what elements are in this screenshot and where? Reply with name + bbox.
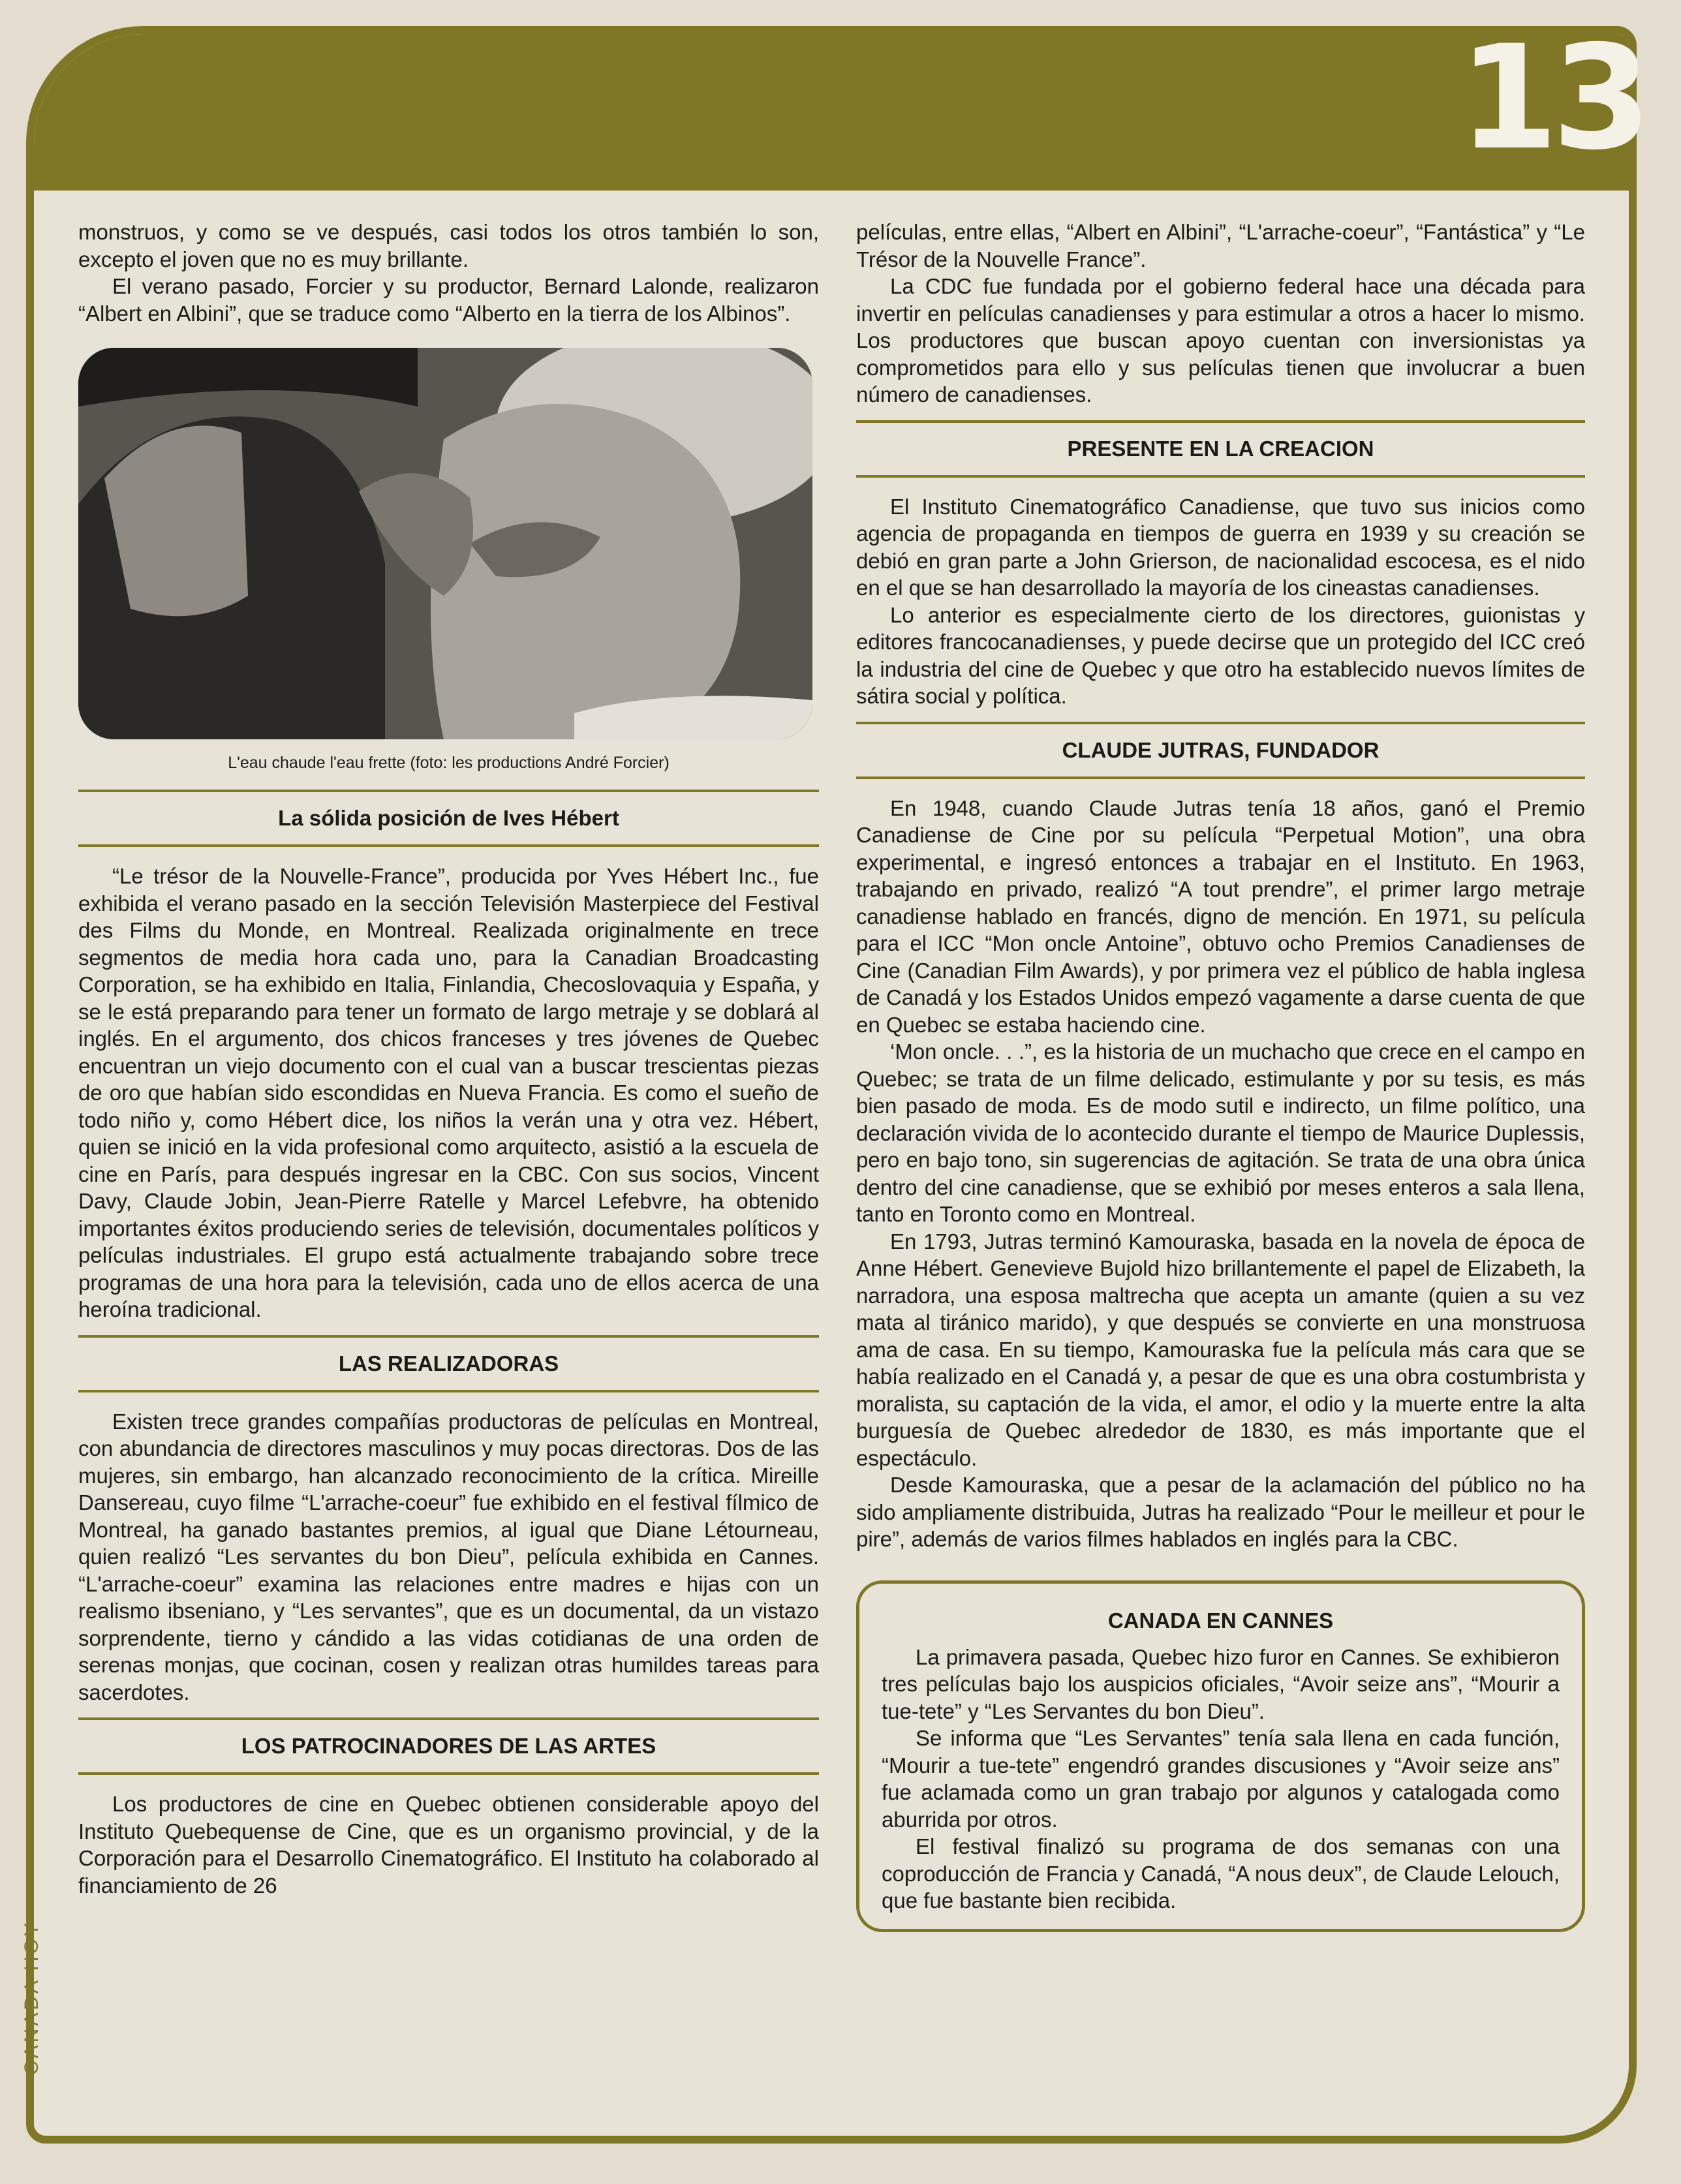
side-label: CANADA HOY — [21, 1920, 42, 2075]
page-number: 13 — [1458, 14, 1646, 181]
paragraph: El verano pasado, Forcier y su productor, Bernard Lalonde, realizaron “Albert en Albini”, que se traduce como “Alberto en la tierra de los Albinos”. — [78, 274, 819, 326]
paragraph: monstruos, y como se ve después, casi todos los otros también lo son, excepto el joven que no es muy brillante. — [78, 220, 819, 271]
paragraph: “Le trésor de la Nouvelle-France”, producida por Yves Hébert Inc., fue exhibida el verano pasado en la sección Televisión Masterpiece del Festival des Films du Monde, en Montreal. Realizada originalmente en trece segmentos de media hora cada uno, para la Canadian Broadcasting Corporation, se ha exhibido en Italia, Finlandia, Checoslovaquia y España, y se le está preparando para tener un formato de largo metraje y se doblará al inglés. En el argumento, dos chicos franceses y tres jóvenes de Quebec encuentran un viejo documento con el cual van a buscar trescientas piezas de oro que habían sido escondidas en Nueva Francia. Es como el sueño de todo niño y, como Hébert dice, los niños la verán una y otra vez. Hébert, quien se inició en la vida profesional como arquitecto, asistió a la escuela de cine en París, para después ingresar en la CBC. Con sus socios, Vincent Davy, Claude Jobin, Jean-Pierre Ratelle y Marcel Lefebvre, ha obtenido importantes éxitos produciendo series de televisión, documentales políticos y películas industriales. El grupo está actualmente trabajando sobre trece programas de una hora para la televisión, cada uno de ellos acerca de una heroína tradicional. — [78, 864, 819, 1321]
paragraph: Los productores de cine en Quebec obtienen considerable apoyo del Instituto Quebequense de Cine, que es un organismo provincial, y de la Corporación para el Desarrollo Cinematográfico. El Instituto ha colaborado al financiamiento de 26 — [78, 1792, 819, 1898]
section-heading: LOS PATROCINADORES DE LAS ARTES — [78, 1717, 819, 1775]
section-heading: LAS REALIZADORAS — [78, 1335, 819, 1392]
section-heading: CLAUDE JUTRAS, FUNDADOR — [856, 722, 1585, 779]
paragraph: El festival finalizó su programa de dos semanas con una coproducción de Francia y Canadá, “A nous deux”, de Claude Lelouch, que fue bastante bien recibida. — [882, 1834, 1560, 1913]
section-heading: PRESENTE EN LA CREACION — [856, 420, 1585, 478]
sidebar-box — [856, 1580, 1585, 1932]
paragraph: películas, entre ellas, “Albert en Albini”, “L'arrache-coeur”, “Fantástica” y “Le Trésor de la Nouvelle France”. — [856, 220, 1585, 271]
photo-illustration — [78, 348, 812, 739]
paragraph: Desde Kamouraska, que a pesar de la aclamación del público no ha sido ampliamente distribuida, Jutras ha realizado “Pour le meilleur et pour le pire”, además de varios filmes hablados en inglés para la CBC. — [856, 1473, 1585, 1551]
photo-caption: L'eau chaude l'eau frette (foto: les productions André Forcier) — [228, 754, 670, 772]
left-column — [78, 219, 819, 1899]
right-column — [856, 219, 1585, 1932]
section-heading: La sólida posición de Ives Hébert — [78, 790, 819, 847]
paragraph: Se informa que “Les Servantes” tenía sala llena en cada función, “Mourir a tue-tete” engendró grandes discusiones y “Avoir seize ans” fue aclamada como un gran trabajo por algunos y catalogada como aburrida por otros. — [882, 1726, 1560, 1832]
paragraph: Existen trece grandes compañías productoras de películas en Montreal, con abundancia de directores masculinos y muy pocas directoras. Dos de las mujeres, sin embargo, han alcanzado reconocimiento de la crítica. Mireille Dansereau, cuyo filme “L'arrache-coeur” fue exhibido en el festival fílmico de Montreal, ha ganado bastantes premios, al igual que Diane Létourneau, quien realizó “Les servantes du bon Dieu”, película exhibida en Cannes. “L'arrache-coeur” examina las relaciones entre madres e hijas con un realismo ibseniano, y “Les servantes”, que es un documental, da un vistazo sorprendente, tierno y cándido a las vidas cotidianas de una orden de serenas monjas, que cocinan, cosen y realizan otras humildes tareas para sacerdotes. — [78, 1409, 819, 1704]
box-heading: CANADA EN CANNES — [1107, 1608, 1334, 1633]
paragraph: La CDC fue fundada por el gobierno federal hace una década para invertir en películas canadienses y para estimular a otros a hacer lo mismo. Los productores que buscan apoyo cuentan con inversionistas ya comprometidos para ello y sus películas tienen que involucrar a buen número de canadienses. — [856, 274, 1585, 407]
paragraph: ‘Mon oncle. . .”, es la historia de un muchacho que crece en el campo en Quebec; se trata de un filme delicado, estimulante y por su tesis, es más bien pasado de moda. Es de modo sutil e indirecto, un filme político, una declaración vivida de lo acontecido durante el tiempo de Maurice Duplessis, pero en bajo tono, sin sugerencias de agitación. Se trata de una obra única dentro del cine canadiense, que se exhibió por meses enteros a sala llena, tanto en Toronto como en Montreal. — [856, 1039, 1585, 1226]
paragraph: En 1793, Jutras terminó Kamouraska, basada en la novela de época de Anne Hébert. Genevieve Bujold hizo brillantemente el papel de Elizabeth, la narradora, una esposa maltrecha que acepta un amante (quien a su vez mata al tiránico marido), y que después se convierte en una monstruosa ama de casa. En su tiempo, Kamouraska fue la película más cara que se había realizado en el Canadá y, a pesar de que es una obra costumbrista y moralista, su captación de la vida, el amor, el odio y la muerte entre la alta burguesía de Quebec alrededor de 1830, es más importante que el espectáculo. — [856, 1229, 1585, 1470]
paragraph: En 1948, cuando Claude Jutras tenía 18 años, ganó el Premio Canadiense de Cine por su película “Perpetual Motion”, una obra experimental, e ingresó entonces a trabajar en el Instituto. En 1963, trabajando en privado, realizó “A tout prendre”, el primer largo metraje canadiense hablado en francés, digno de mención. En 1971, su película para el ICC “Mon oncle Antoine”, obtuvo ocho Premios Canadienses de Cine (Canadian Film Awards), y por primera vez el público de habla inglesa de Canadá y los Estados Unidos empezó vagamente a darse cuenta de que en Quebec se estaba haciendo cine. — [856, 795, 1585, 1037]
paragraph: El Instituto Cinematográfico Canadiense, que tuvo sus inicios como agencia de propaganda en tiempos de guerra en 1939 y su creación se debió en gran parte a John Grierson, de nacionalidad escocesa, es el nido en el que se han desarrollado la mayoría de los cineastas canadienses. — [856, 494, 1585, 600]
paragraph: Lo anterior es especialmente cierto de los directores, guionistas y editores francocanadienses, y puede decirse que un protegido del ICC creó la industria del cine de Quebec y que otro ha establecido nuevos límites de sátira social y política. — [856, 602, 1585, 708]
film-still-photo — [78, 348, 812, 739]
paragraph: La primavera pasada, Quebec hizo furor en Cannes. Se exhibieron tres películas bajo los auspicios oficiales, “Avoir seize ans”, “Mourir a tue-tete” y “Les Servantes du bon Dieu”. — [882, 1644, 1560, 1723]
header-band — [34, 34, 1629, 191]
